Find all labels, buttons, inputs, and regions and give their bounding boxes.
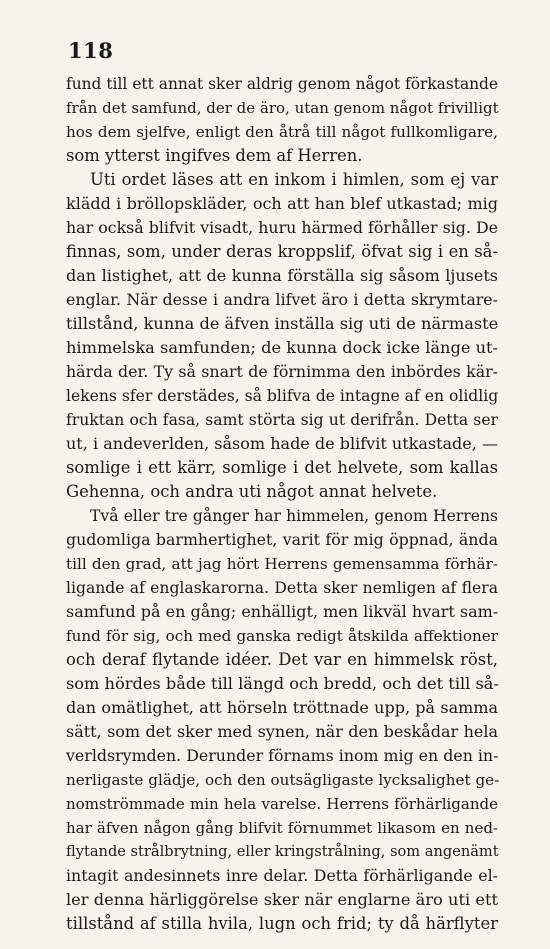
text-line: ler denna härliggörelse sker när englarne äro uti ett: [66, 890, 498, 909]
text-line: fund för sig, och med ganska redigt åtskilda affektioner: [66, 627, 498, 645]
text-line: somlige i ett kärr, somlige i det helvete, som kallas: [66, 458, 498, 477]
text-line: Uti ordet läses att en inkom i himlen, som ej var: [90, 170, 498, 189]
text-line: Två eller tre gånger har himmelen, genom Herrens: [90, 507, 498, 525]
text-line: gudomliga barmhertighet, varit för mig öppnad, ända: [66, 530, 498, 549]
text-line: dan listighet, att de kunna förställa sig såsom ljusets: [66, 266, 498, 285]
text-line: nomströmmade min hela varelse. Herrens förhärligande: [66, 795, 498, 813]
page-number: 118: [68, 38, 114, 63]
text-line: flytande strålbrytning, eller kringstrålning, som angenämt: [66, 843, 499, 860]
text-line: ligande af englaskarorna. Detta sker nemligen af flera: [66, 579, 498, 597]
text-line: som ytterst ingifves dem af Herren.: [66, 146, 363, 165]
text-line: ut, i andeverlden, såsom hade de blifvit utkastade, —: [66, 434, 498, 453]
text-line: har äfven någon gång blifvit förnummet likasom en ned-: [66, 819, 498, 837]
text-line: fruktan och fasa, samt störta sig ut derifrån. Detta ser: [66, 411, 498, 429]
text-line: finnas, som, under deras kroppslif, öfvat sig i en så-: [66, 242, 498, 261]
text-line: klädd i bröllopskläder, och att han blef utkastad; mig: [66, 194, 498, 213]
text-line: englar. När desse i andra lifvet äro i detta skrymtare-: [66, 290, 498, 309]
text-line: tillstånd af stilla hvila, lugn och frid; ty då härflyter: [66, 914, 498, 933]
text-line: till den grad, att jag hört Herrens gemensamma förhär-: [66, 555, 498, 573]
text-line: samfund på en gång; enhälligt, men likväl hvart sam-: [66, 602, 499, 621]
text-line: härda der. Ty så snart de förnimma den inbördes kär-: [66, 362, 498, 381]
text-line: Gehenna, och andra uti något annat helvete.: [66, 482, 438, 501]
text-line: från det samfund, der de äro, utan genom något frivilligt: [66, 99, 499, 117]
text-line: sätt, som det sker med synen, när den beskådar hela: [66, 722, 498, 741]
text-line: dan omätlighet, att hörseln tröttnade upp, på samma: [66, 698, 498, 717]
text-line: intagit andesinnets inre delar. Detta förhärligande el-: [66, 866, 498, 885]
text-line: nerligaste glädje, och den outsägligaste lycksalighet ge-: [66, 771, 500, 789]
text-line: lekens sfer derstädes, så blifva de intagne af en olidlig: [66, 387, 499, 405]
text-line: tillstånd, kunna de äfven inställa sig uti de närmaste: [66, 314, 499, 333]
text-line: hos dem sjelfve, enligt den åtrå till något fullkomligare,: [66, 123, 498, 141]
text-line: verldsrymden. Derunder förnams inom mig en den in-: [66, 746, 499, 765]
body-text: [66, 72, 498, 936]
text-line: har också blifvit visadt, huru härmed förhåller sig. De: [66, 218, 498, 237]
text-line: som hördes både till längd och bredd, och det till så-: [66, 674, 499, 693]
text-line: och deraf flytande idéer. Det var en himmelsk röst,: [66, 650, 498, 669]
text-line: fund till ett annat sker aldrig genom något förkastande: [66, 75, 498, 93]
text-line: himmelska samfunden; de kunna dock icke länge ut-: [66, 338, 498, 357]
